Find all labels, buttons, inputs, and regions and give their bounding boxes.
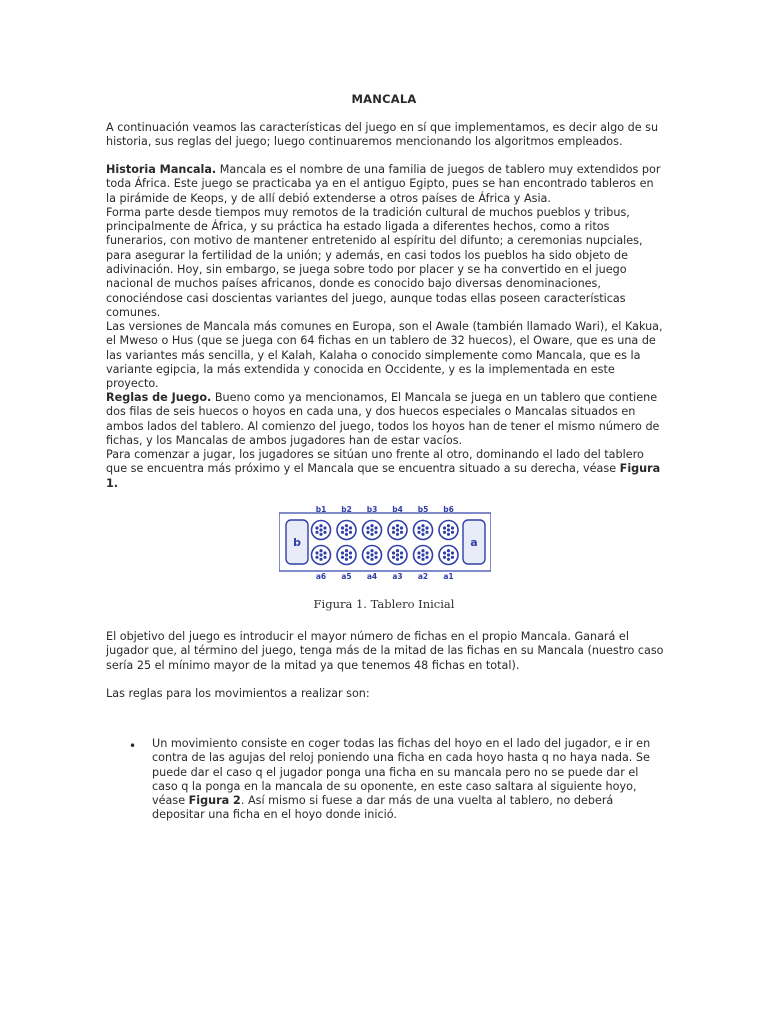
rules-paragraph <box>106 391 666 491</box>
seed-b2-5 <box>341 531 344 534</box>
seed-a1-0 <box>447 553 450 556</box>
figure-caption: Figura 1. Tablero Inicial <box>313 597 455 611</box>
seed-b1-0 <box>319 528 322 531</box>
seed-a1-3 <box>443 551 446 554</box>
seed-a5-4 <box>349 551 352 554</box>
mancala-board-diagram <box>279 505 491 585</box>
seed-a1-6 <box>451 556 454 559</box>
seed-b4-2 <box>396 533 399 536</box>
seed-b4-1 <box>396 524 399 527</box>
pit-label-b5: b5 <box>417 505 429 514</box>
pit-label-a4: a4 <box>366 572 378 581</box>
pit-label-a6: a6 <box>315 572 327 581</box>
seed-b1-6 <box>323 531 326 534</box>
seed-b5-6 <box>425 531 428 534</box>
mancala-board-figure <box>279 505 491 585</box>
seed-a6-1 <box>319 549 322 552</box>
pit-label-a2: a2 <box>417 572 429 581</box>
seed-a4-1 <box>370 549 373 552</box>
seed-a5-2 <box>345 558 348 561</box>
seed-a5-3 <box>341 551 344 554</box>
seed-a2-6 <box>425 556 428 559</box>
seed-a6-2 <box>319 558 322 561</box>
pit-label-b1: b1 <box>315 505 327 514</box>
bullet-text-2: . Así mismo si fuese a dar más de una vuelta al tablero, no deberá depositar una ficha en el hoyo donde inició. <box>152 794 614 822</box>
seed-a6-6 <box>323 556 326 559</box>
seed-b5-3 <box>417 526 420 529</box>
moves-intro: Las reglas para los movimientos a realizar son: <box>106 687 370 700</box>
seed-a5-6 <box>349 556 352 559</box>
seed-a2-5 <box>417 556 420 559</box>
seed-b4-3 <box>392 526 395 529</box>
pit-label-a1: a1 <box>443 572 454 581</box>
rules-text-2: Para comenzar a jugar, los jugadores se sitúan uno frente al otro, dominando el lado del tablero que se encuentra más próximo y el Mancala que se encuentra situado a su derecha, véase <box>106 448 644 476</box>
seed-a3-2 <box>396 558 399 561</box>
seed-b5-2 <box>421 533 424 536</box>
seed-a3-6 <box>400 556 403 559</box>
store-b-label: b <box>293 536 301 549</box>
seed-b4-0 <box>396 528 399 531</box>
seed-b5-5 <box>417 531 420 534</box>
seed-a1-1 <box>447 549 450 552</box>
seed-b5-0 <box>421 528 424 531</box>
seed-a2-1 <box>421 549 424 552</box>
history-paragraph <box>106 163 666 320</box>
seed-b5-4 <box>425 526 428 529</box>
seed-a1-5 <box>443 556 446 559</box>
objective-paragraph: El objetivo del juego es introducir el mayor número de fichas en el propio Mancala. Ganará el jugador que, al término del juego, tenga más de la mitad de las fichas en su Mancala (nuestro caso sería 25 el mínimo mayor de la mitad ya que tenemos 48 fichas en total). <box>106 630 664 672</box>
seed-b3-0 <box>370 528 373 531</box>
seed-b2-0 <box>345 528 348 531</box>
seed-b3-1 <box>370 524 373 527</box>
pit-label-b2: b2 <box>341 505 352 514</box>
seed-a4-4 <box>374 551 377 554</box>
pit-label-b3: b3 <box>366 505 378 514</box>
seed-b6-4 <box>451 526 454 529</box>
rules-heading: Reglas de Juego. <box>106 391 212 404</box>
board-outline <box>279 513 491 571</box>
seed-b6-1 <box>447 524 450 527</box>
pit-label-b6: b6 <box>443 505 454 514</box>
seed-a2-0 <box>421 553 424 556</box>
store-a-label: a <box>470 536 478 549</box>
seed-b1-4 <box>323 526 326 529</box>
history-text-1: Mancala es el nombre de una familia de juegos de tablero muy extendidos por toda África. Este juego se practicaba ya en el antiguo Egipto, pues se han encontrado tableros en la pirámide de Keops, y de allí debió extenderse a otros países de África y Asia. <box>106 163 661 205</box>
seed-a3-5 <box>392 556 395 559</box>
pit-label-a3: a3 <box>392 572 403 581</box>
seed-b2-3 <box>341 526 344 529</box>
seed-a3-0 <box>396 553 399 556</box>
bullet-item-move-rule <box>152 737 664 823</box>
seed-a5-5 <box>341 556 344 559</box>
seed-b2-6 <box>349 531 352 534</box>
seed-a2-2 <box>421 558 424 561</box>
seed-b6-0 <box>447 528 450 531</box>
seed-b5-1 <box>421 524 424 527</box>
seed-a6-3 <box>315 551 318 554</box>
seed-a4-0 <box>370 553 373 556</box>
history-heading: Historia Mancala. <box>106 163 217 176</box>
seed-b3-4 <box>374 526 377 529</box>
seed-a2-4 <box>425 551 428 554</box>
seed-a4-6 <box>374 556 377 559</box>
seed-b1-1 <box>319 524 322 527</box>
versions-paragraph: Las versiones de Mancala más comunes en Europa, son el Awale (también llamado Wari), el Kakua, el Mweso o Hus (que se juega con 64 fichas en un tablero de 32 huecos), el Oware, que es una de las variantes más sencilla, y el Kalah, Kalaha o conocido simplemente como Mancala, que es la variante egipcia, la más extendida y conocida en Occidente, y es la implementada en este proyecto. <box>106 320 663 391</box>
seed-a5-1 <box>345 549 348 552</box>
history-text-2: Forma parte desde tiempos muy remotos de la tradición cultural de muchos pueblos y tribus, principalmente de África, y su práctica ha estado ligada a diferentes hechos, como a ritos funerarios, con motivo de mantener entretenido al espíritu del difunto; a ceremonias nupciales, para asegurar la fertilidad de la unión; y además, en casi todos los pueblos ha sido objeto de adivinación. Hoy, sin embargo, se juega sobre todo por placer y se ha convertido en el juego nacional de muchos países africanos, donde es conocido bajo diversas denominaciones, conociéndose casi doscientas variantes del juego, aunque todas ellas poseen características comunes. <box>106 205 643 319</box>
intro-paragraph: A continuación veamos las características del juego en sí que implementamos, es decir algo de su historia, sus reglas del juego; luego continuaremos mencionando los algoritmos empleados. <box>106 121 659 149</box>
bullet-text-1: Un movimiento consiste en coger todas las fichas del hoyo en el lado del jugador, e ir en contra de las agujas del reloj poniendo una ficha en cada hoyo hasta q no haya nada. Se puede dar el caso q el jugador ponga una ficha en su mancala pero no se puede dar el caso q la ponga en la mancala de su oponente, en este caso saltara al siguiente hoyo, véase <box>152 737 651 808</box>
seed-a1-2 <box>447 558 450 561</box>
seed-b4-6 <box>400 531 403 534</box>
seed-b2-1 <box>345 524 348 527</box>
seed-b6-3 <box>443 526 446 529</box>
seed-b3-2 <box>370 533 373 536</box>
seed-b6-6 <box>451 531 454 534</box>
seed-b1-3 <box>315 526 318 529</box>
seed-b3-5 <box>366 531 369 534</box>
seed-a3-4 <box>400 551 403 554</box>
seed-a6-0 <box>319 553 322 556</box>
seed-a1-4 <box>451 551 454 554</box>
seed-a4-2 <box>370 558 373 561</box>
pit-label-b4: b4 <box>392 505 403 514</box>
rules-text-1: Bueno como ya mencionamos, El Mancala se juega en un tablero que contiene dos filas de seis huecos o hoyos en cada una, y dos huecos especiales o Mancalas situados en ambos lados del tablero. Al comienzo del juego, todos los hoyos han de tener el mismo número de fichas, y los Mancalas de ambos jugadores han de estar vacíos. <box>106 391 660 447</box>
seed-b4-5 <box>392 531 395 534</box>
seed-a4-5 <box>366 556 369 559</box>
seed-b3-3 <box>366 526 369 529</box>
seed-b4-4 <box>400 526 403 529</box>
seed-b1-5 <box>315 531 318 534</box>
seed-b3-6 <box>374 531 377 534</box>
bullet-marker: • <box>129 739 137 753</box>
seed-a3-3 <box>392 551 395 554</box>
seed-b1-2 <box>319 533 322 536</box>
seed-b6-2 <box>447 533 450 536</box>
seed-a4-3 <box>366 551 369 554</box>
seed-a2-3 <box>417 551 420 554</box>
seed-b2-2 <box>345 533 348 536</box>
figure-1-reference: Figura 1. <box>106 462 661 490</box>
seed-a3-1 <box>396 549 399 552</box>
page-title: MANCALA <box>351 92 417 106</box>
seed-a6-5 <box>315 556 318 559</box>
seed-b2-4 <box>349 526 352 529</box>
seed-a6-4 <box>323 551 326 554</box>
seed-a5-0 <box>345 553 348 556</box>
seed-b6-5 <box>443 531 446 534</box>
figure-2-reference: Figura 2 <box>188 794 241 808</box>
pit-label-a5: a5 <box>341 572 352 581</box>
